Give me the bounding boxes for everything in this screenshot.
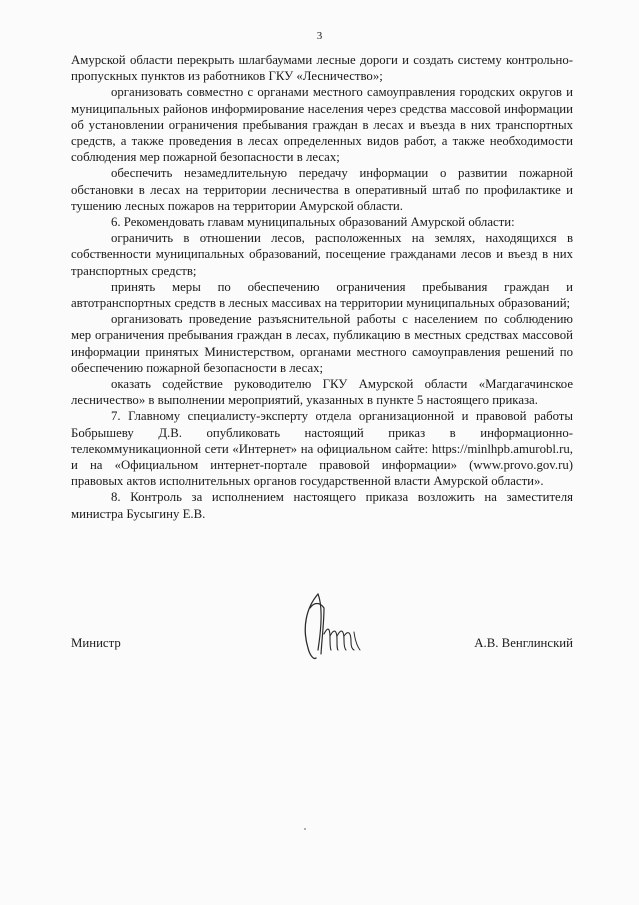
paragraph-restrict-visits: ограничить в отношении лесов, расположенных на землях, находящихся в собственности муниципальных образований, посещение гражданами лесов и въезд в них транспортных средств; xyxy=(71,231,573,278)
document-body xyxy=(71,52,573,522)
paragraph-item-7: 7. Главному специалисту-эксперту отдела организационной и правовой работы Бобрышеву Д.В. опубликовать настоящий приказ в информационно-телекоммуникационной сети «Интернет» на официальном сайте: https://minlhpb.amurobl.ru, и на «Официальном интернет-портале правовой информации» (www.provo.gov.ru) правовых актов исполнительных органов государственной власти Амурской области». xyxy=(71,409,573,489)
paragraph-transfer-information: обеспечить незамедлительную передачу информации о развитии пожарной обстановки в лесах на территории лесничества в оперативный штаб по профилактике и тушению лесных пожаров на территории Амурской области. xyxy=(71,166,573,213)
paragraph-inform-population: организовать совместно с органами местного самоуправления городских округов и муниципальных районов информирование населения через средства массовой информации об установлении ограничения пребывания граждан в лесах и въезда в них транспортных средств, а также проведения в лесах определенных видов работ, а также необходимости соблюдения мер пожарной безопасности в лесах; xyxy=(71,85,573,165)
paragraph-assist-director: оказать содействие руководителю ГКУ Амурской области «Магдагачинское лесничество» в выполнении мероприятий, указанных в пункте 5 настоящего приказа. xyxy=(71,377,573,408)
signature-block xyxy=(71,636,573,656)
paragraph-take-measures: принять меры по обеспечению ограничения пребывания граждан и автотранспортных средств в лесных массивах на территории муниципальных образований; xyxy=(71,279,573,311)
paragraph-explanatory-work: организовать проведение разъяснительной работы с населением по соблюдению мер ограничения пребывания граждан в лесах, публикацию в местных средствах массовой информации принятых Министерством, органами местного самоуправления решений по обеспечению пожарной безопасности в лесах; xyxy=(71,312,573,375)
signatory-title: Министр xyxy=(71,636,121,650)
signatory-name: А.В. Венглинский xyxy=(474,636,573,650)
paragraph-item-8: 8. Контроль за исполнением настоящего приказа возложить на заместителя министра Бусыгину Е.В. xyxy=(71,490,573,521)
scan-speck xyxy=(304,828,306,830)
page-number: 3 xyxy=(316,30,323,42)
paragraph-item-6: 6. Рекомендовать главам муниципальных образований Амурской области: xyxy=(111,215,515,230)
handwritten-signature xyxy=(288,588,378,668)
paragraph-continuation: Амурской области перекрыть шлагбаумами лесные дороги и создать систему контрольно-пропускных пунктов из работников ГКУ «Лесничество»; xyxy=(71,53,573,84)
